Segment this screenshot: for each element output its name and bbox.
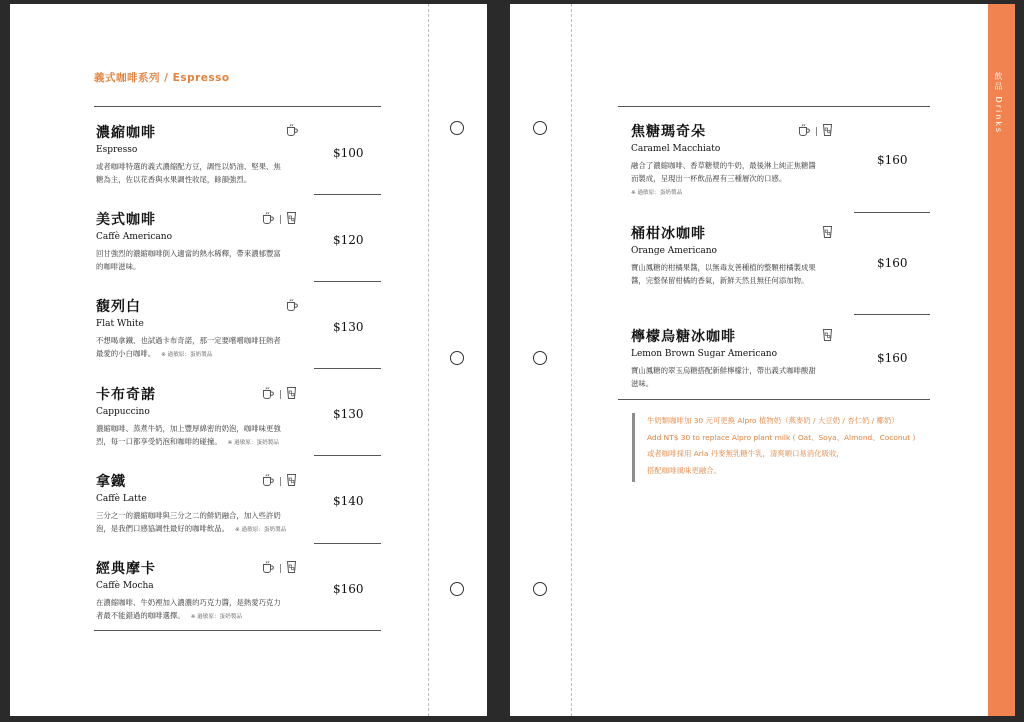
iced-cup-icon: [286, 210, 297, 229]
item-price: $130: [333, 320, 364, 334]
serving-icons: [798, 122, 833, 141]
item-name-en: Flat White: [96, 319, 144, 329]
menu-item-espresso: [96, 122, 311, 186]
serving-icons: [262, 559, 297, 578]
hot-cup-icon: [262, 559, 275, 578]
allergen-note: ※ 過敏原：蛋奶製品: [190, 614, 242, 620]
divider: [314, 194, 381, 195]
item-price: $160: [877, 153, 908, 167]
divider: [618, 399, 930, 400]
item-description: 融合了濃縮咖啡、香草糖漿的牛奶，最後淋上純正焦糖醬 而製成，呈現出一杯飲品裡有三種層次的口感。: [631, 161, 816, 183]
serving-icons: [286, 297, 299, 316]
icon-separator: [280, 477, 281, 486]
hot-cup-icon: [262, 385, 275, 404]
icon-separator: [280, 564, 281, 573]
iced-cup-icon: [822, 327, 833, 346]
item-description: 在濃縮咖啡、牛奶裡加入濃濃的巧克力醬，是熱愛巧克力 者最不能錯過的咖啡選擇。 ※ 過敏原：蛋奶製品: [96, 598, 281, 620]
icon-separator: [280, 215, 281, 224]
item-price: $130: [333, 407, 364, 421]
serving-icons: [822, 327, 833, 346]
serving-icons: [286, 122, 299, 141]
allergen-note: ※ 過敏原：蛋奶製品: [161, 352, 213, 358]
allergen-note: ※ 過敏原：蛋奶製品: [227, 440, 279, 446]
hot-cup-icon: [262, 472, 275, 491]
binder-hole: [450, 121, 464, 135]
iced-cup-icon: [286, 472, 297, 491]
iced-cup-icon: [286, 385, 297, 404]
item-name-zh: 美式咖啡: [96, 212, 156, 228]
menu-item-flat-white: [96, 296, 311, 362]
item-description: 濃縮咖啡、蒸煮牛奶，加上豐厚綿密的奶泡，咖啡味更強 烈，每一口都享受奶泡和咖啡的碰撞。 ※ 過敏原：蛋奶製品: [96, 424, 281, 446]
divider: [314, 543, 381, 544]
serving-icons: [262, 210, 297, 229]
note-line: 牛奶類咖啡加 30 元可更換 Alpro 植物奶（燕麥奶 / 大豆奶 / 杏仁奶 / 椰奶）: [647, 416, 899, 425]
item-name-zh: 卡布奇諾: [96, 387, 156, 403]
item-name-en: Caffè Latte: [96, 494, 147, 504]
serving-icons: [822, 224, 833, 243]
item-name-zh: 檸檬烏糖冰咖啡: [631, 329, 736, 345]
binder-hole: [533, 351, 547, 365]
hot-cup-icon: [262, 210, 275, 229]
menu-page-right: [510, 4, 1015, 716]
icon-separator: [280, 390, 281, 399]
note-line: 或者咖啡採用 Arla 丹麥無乳糖牛乳，清爽順口易消化吸收，: [647, 449, 844, 458]
item-description: 不想喝拿鐵、也試過卡布奇諾，那一定要嚐嚐咖啡狂熱者 最愛的小白咖啡。 ※ 過敏原：蛋奶製品: [96, 336, 281, 358]
iced-cup-icon: [822, 122, 833, 141]
item-price: $160: [877, 256, 908, 270]
perforation-line: [428, 4, 429, 716]
item-name-en: Lemon Brown Sugar Americano: [631, 349, 778, 359]
item-name-en: Cappuccino: [96, 407, 150, 417]
item-name-zh: 濃縮咖啡: [96, 125, 156, 141]
divider: [314, 368, 381, 369]
icon-separator: [816, 127, 817, 136]
hot-cup-icon: [286, 122, 299, 141]
note-line: 搭配咖啡風味更融合。: [647, 465, 721, 475]
item-name-en: Caffè Mocha: [96, 581, 154, 591]
item-price: $120: [333, 233, 364, 247]
item-name-en: Caffè Americano: [96, 232, 172, 242]
item-name-en: Caramel Macchiato: [631, 144, 721, 154]
divider: [314, 455, 381, 456]
hot-cup-icon: [286, 297, 299, 316]
binder-hole: [533, 582, 547, 596]
item-name-zh: 經典摩卡: [96, 561, 156, 577]
item-name-zh: 焦糖瑪奇朵: [631, 124, 706, 140]
item-description: 或者咖啡特選的義式濃縮配方豆，調性以奶油、堅果、焦 糖為主，佐以花香與水果調性收尾，餘韻強烈。: [96, 162, 281, 184]
item-price: $160: [333, 582, 364, 596]
item-description: 回甘強烈的濃縮咖啡倒入適當的熱水稀釋，帶來濃郁豐富 的咖啡滋味。: [96, 249, 281, 271]
iced-cup-icon: [822, 224, 833, 243]
plant-milk-note: [632, 413, 967, 482]
divider: [854, 212, 930, 213]
divider: [618, 106, 930, 107]
divider: [94, 630, 381, 631]
menu-item-lemon-brown-sugar-americano: [631, 326, 871, 390]
binder-hole: [450, 582, 464, 596]
hot-cup-icon: [798, 122, 811, 141]
divider: [314, 281, 381, 282]
item-description: 三分之一的濃縮咖啡與三分之二的鮮奶融合，加入些許奶 泡，是我們口感協調性最好的咖啡飲品。 ※ 過敏原：蛋奶製品: [96, 511, 287, 533]
serving-icons: [262, 385, 297, 404]
item-price: $100: [333, 146, 364, 160]
item-name-en: Espresso: [96, 145, 138, 155]
divider: [854, 314, 930, 315]
perforation-line: [571, 4, 572, 716]
item-name-en: Orange Americano: [631, 246, 717, 256]
divider: [94, 106, 381, 107]
item-price: $160: [877, 351, 908, 365]
item-description: 寶山鳳糖的柑橘果醬，以無毒友善種植的整顆柑橘製成果 醬，完整保留柑橘的香氣，新鮮天然且無任何添加物。: [631, 263, 816, 285]
allergen-note: ※ 過敏原：蛋奶製品: [235, 527, 287, 533]
iced-cup-icon: [286, 559, 297, 578]
item-name-zh: 桶柑冰咖啡: [631, 226, 706, 242]
sidebar-label: 飲品 Drinks: [994, 72, 1003, 135]
serving-icons: [262, 472, 297, 491]
note-line: Add NT$ 30 to replace Alpro plant milk ( Oat、Soya、Almond、Coconut ): [647, 432, 916, 442]
section-title: 義式咖啡系列 / Espresso: [94, 72, 230, 84]
item-description: 寶山鳳糖的翠玉烏糖搭配新鮮檸檬汁，帶出義式咖啡酸甜 滋味。: [631, 366, 816, 388]
binder-hole: [533, 121, 547, 135]
allergen-note: ※ 過敏原：蛋奶製品: [631, 190, 683, 196]
item-price: $140: [333, 494, 364, 508]
item-name-zh: 馥列白: [96, 299, 141, 315]
item-name-zh: 拿鐵: [96, 474, 126, 490]
binder-hole: [450, 351, 464, 365]
category-sidebar: [988, 4, 1015, 716]
menu-page-left: [10, 4, 487, 716]
